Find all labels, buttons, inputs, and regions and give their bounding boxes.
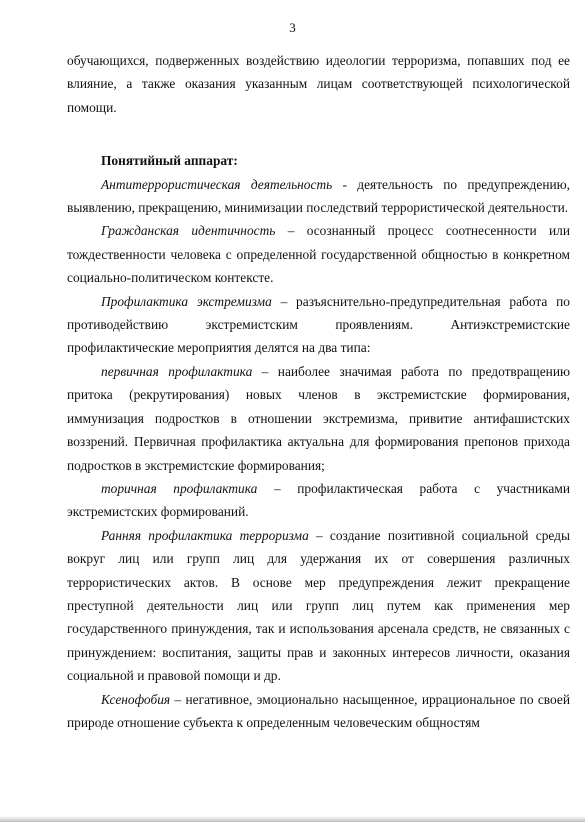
definition-text: – негативное, эмоционально насыщенное, иррациональное по своей природе отношение субъекта к определенным человеческим общностям [67, 691, 570, 730]
definition-term: Ксенофобия [101, 691, 171, 707]
definition-term: торичная профилактика [101, 480, 258, 496]
definition-paragraph [67, 688, 570, 735]
definition-paragraph [67, 524, 570, 688]
definition-text: - деятельность по предупреждению, выявлению, прекращению, минимизации последствий террористической деятельности. [67, 176, 570, 216]
definition-term: Гражданская идентичность [101, 223, 276, 239]
definition-term: Антитеррористическая деятельность [101, 176, 333, 192]
scan-bottom-edge [0, 816, 585, 822]
section-heading: Понятийный аппарат: [101, 153, 238, 169]
definition-term: Профилактика экстремизма [101, 293, 272, 309]
definition-text: – разъяснительно-предупредительная работа по противодействию экстремистским проявлениям. Антиэкстремистские профилактические мероприятия делятся на два типа: [67, 293, 570, 356]
definition-text: – создание позитивной социальной среды вокруг лиц или групп лиц для удержания их от совершения различных террористических актов. В основе мер предупреждения лежит прекращение преступной деятельности лиц или групп лиц путем как применения мер государственного принуждения, так и использования арсенала средств, не связанных с принуждением: воспитания, защиты прав и законных интересов личности, оказания социальной и правовой помощи и др. [67, 527, 570, 684]
definition-paragraph [67, 290, 570, 360]
definition-paragraph [67, 173, 570, 220]
intro-paragraph: обучающихся, подверженных воздействию идеологии терроризма, попавших под ее влияние, а также оказания указанным лицам соответствующей психологической помощи. [67, 53, 570, 115]
definition-text: – осознанный процесс соотнесенности или тождественности человека с определенной государственной общностью в конкретном социально-политическом контексте. [67, 223, 570, 286]
page-number: 3 [289, 20, 296, 35]
definition-paragraph [67, 360, 570, 477]
definition-term: первичная профилактика [101, 363, 253, 379]
definition-paragraph [67, 477, 570, 524]
definition-paragraph [67, 219, 570, 289]
definition-text: – наиболее значимая работа по предотвращению притока (рекрутирования) новых членов в экстремистские формирования, иммунизация подростков в отношении экстремизма, привитие антифашистских воззрений. Первичная профилактика актуальна для формирования препонов прихода подростков в экстремистские формирования; [67, 363, 570, 473]
definition-term: Ранняя профилактика терроризма [101, 527, 309, 543]
document-body [67, 49, 570, 734]
definition-text: – профилактическая работа с участниками экстремистских формирований. [67, 480, 570, 520]
